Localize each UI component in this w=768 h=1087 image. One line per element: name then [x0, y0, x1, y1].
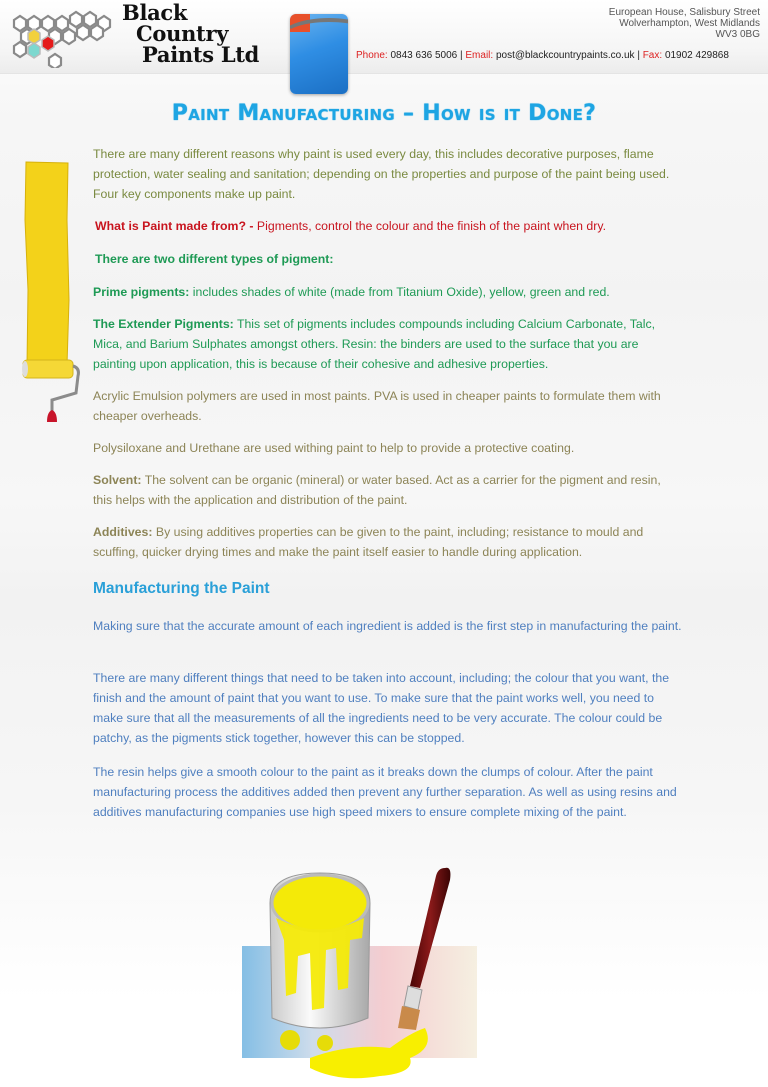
prime-pigments-paragraph [93, 282, 683, 302]
made-from-label: What is Paint made from? - [95, 219, 254, 233]
address-postcode: WV3 0BG [715, 29, 760, 40]
separator: | [460, 50, 463, 61]
made-from-text: Pigments, control the colour and the finish of the paint when dry. [253, 219, 607, 233]
prime-pigments-text: includes shades of white (made from Titanium Oxide), yellow, green and red. [189, 285, 610, 299]
pigment-types-heading [95, 249, 685, 269]
fax-number: 01902 429868 [664, 50, 729, 61]
hexagon-logo-icon [4, 6, 119, 68]
address-line-1: European House, Salisbury Street [608, 7, 760, 18]
contact-line [356, 50, 729, 61]
company-name-line-2: Country [136, 21, 229, 46]
email-address[interactable]: post@blackcountrypaints.co.uk [495, 50, 635, 61]
extender-pigments-label: The Extender Pigments: [93, 317, 234, 331]
manufacturing-paragraph-3: The resin helps give a smooth colour to the paint as it breaks down the clumps of colour. After the paint manufacturing process the additives added then prevent any further separation. As well as using resins and additives manufacturing companies use high speed mixers to ensure complete mixing of the paint. [93, 765, 677, 819]
document-title: Paint Manufacturing – How is it Done? [171, 101, 597, 126]
company-address [609, 7, 760, 40]
company-name-line-1: Black [122, 0, 188, 25]
extender-pigments-text: This set of pigments includes compounds including Calcium Carbonate, Talc, Mica, and Barium Sulphates amongst others. Resin: the binders are used to the surface that you are painting upon application, this is because of their cohesive and adhesive properties. [93, 317, 656, 371]
manufacturing-paragraph-2: There are many different things that need to be taken into account, including; the colour that you want, the finish and the amount of paint that you want to use. To make sure that the paint works well, you need to make sure that all the measurements of all the ingredients need to be very accurate. The colour could be patchy, as the pigments stick together, however this can be stopped. [93, 671, 670, 745]
intro-paragraph: There are many different reasons why paint is used every day, this includes decorative purposes, flame protection, water sealing and sanitation; depending on the properties and purpose of the paint being used. Four key components make up paint. [93, 147, 670, 201]
prime-pigments-label: Prime pigments: [93, 285, 190, 299]
additives-label: Additives: [93, 525, 153, 539]
company-name-line-3: Paints Ltd [142, 42, 260, 67]
email-label: Email: [465, 50, 494, 61]
separator: | [637, 50, 640, 61]
letterhead-header [0, 0, 768, 74]
polysiloxane-paragraph: Polysiloxane and Urethane are used withing paint to help to provide a protective coating. [93, 441, 575, 455]
pigment-types-text: There are two different types of pigment: [95, 252, 334, 266]
additives-paragraph [93, 522, 683, 562]
acrylic-paragraph: Acrylic Emulsion polymers are used in most paints. PVA is used in cheaper paints to formulate them with cheaper overheads. [93, 389, 661, 423]
solvent-label: Solvent: [93, 473, 142, 487]
yellow-paint-roller-icon [20, 160, 80, 425]
fax-label: Fax: [642, 50, 663, 61]
phone-label: Phone: [356, 50, 388, 61]
address-line-2: Wolverhampton, West Midlands [619, 18, 760, 29]
solvent-text: The solvent can be organic (mineral) or water based. Act as a carrier for the pigment and resin, this helps with the application and distribution of the paint. [93, 473, 661, 507]
made-from-paragraph [95, 216, 685, 236]
phone-number: 0843 636 5006 [390, 50, 458, 61]
yellow-paint-bucket-brush-icon [240, 858, 480, 1083]
section-heading-manufacturing: Manufacturing the Paint [93, 580, 270, 597]
additives-text: By using additives properties can be given to the paint, including; resistance to mould and scuffing, quicker drying times and make the paint itself easier to handle during application. [93, 525, 644, 559]
solvent-paragraph [93, 470, 683, 510]
blue-paint-tin-icon [290, 14, 348, 94]
extender-pigments-paragraph [93, 314, 683, 374]
company-logo-text [118, 2, 259, 65]
manufacturing-paragraph-1: Making sure that the accurate amount of each ingredient is added is the first step in manufacturing the paint. [93, 619, 682, 633]
